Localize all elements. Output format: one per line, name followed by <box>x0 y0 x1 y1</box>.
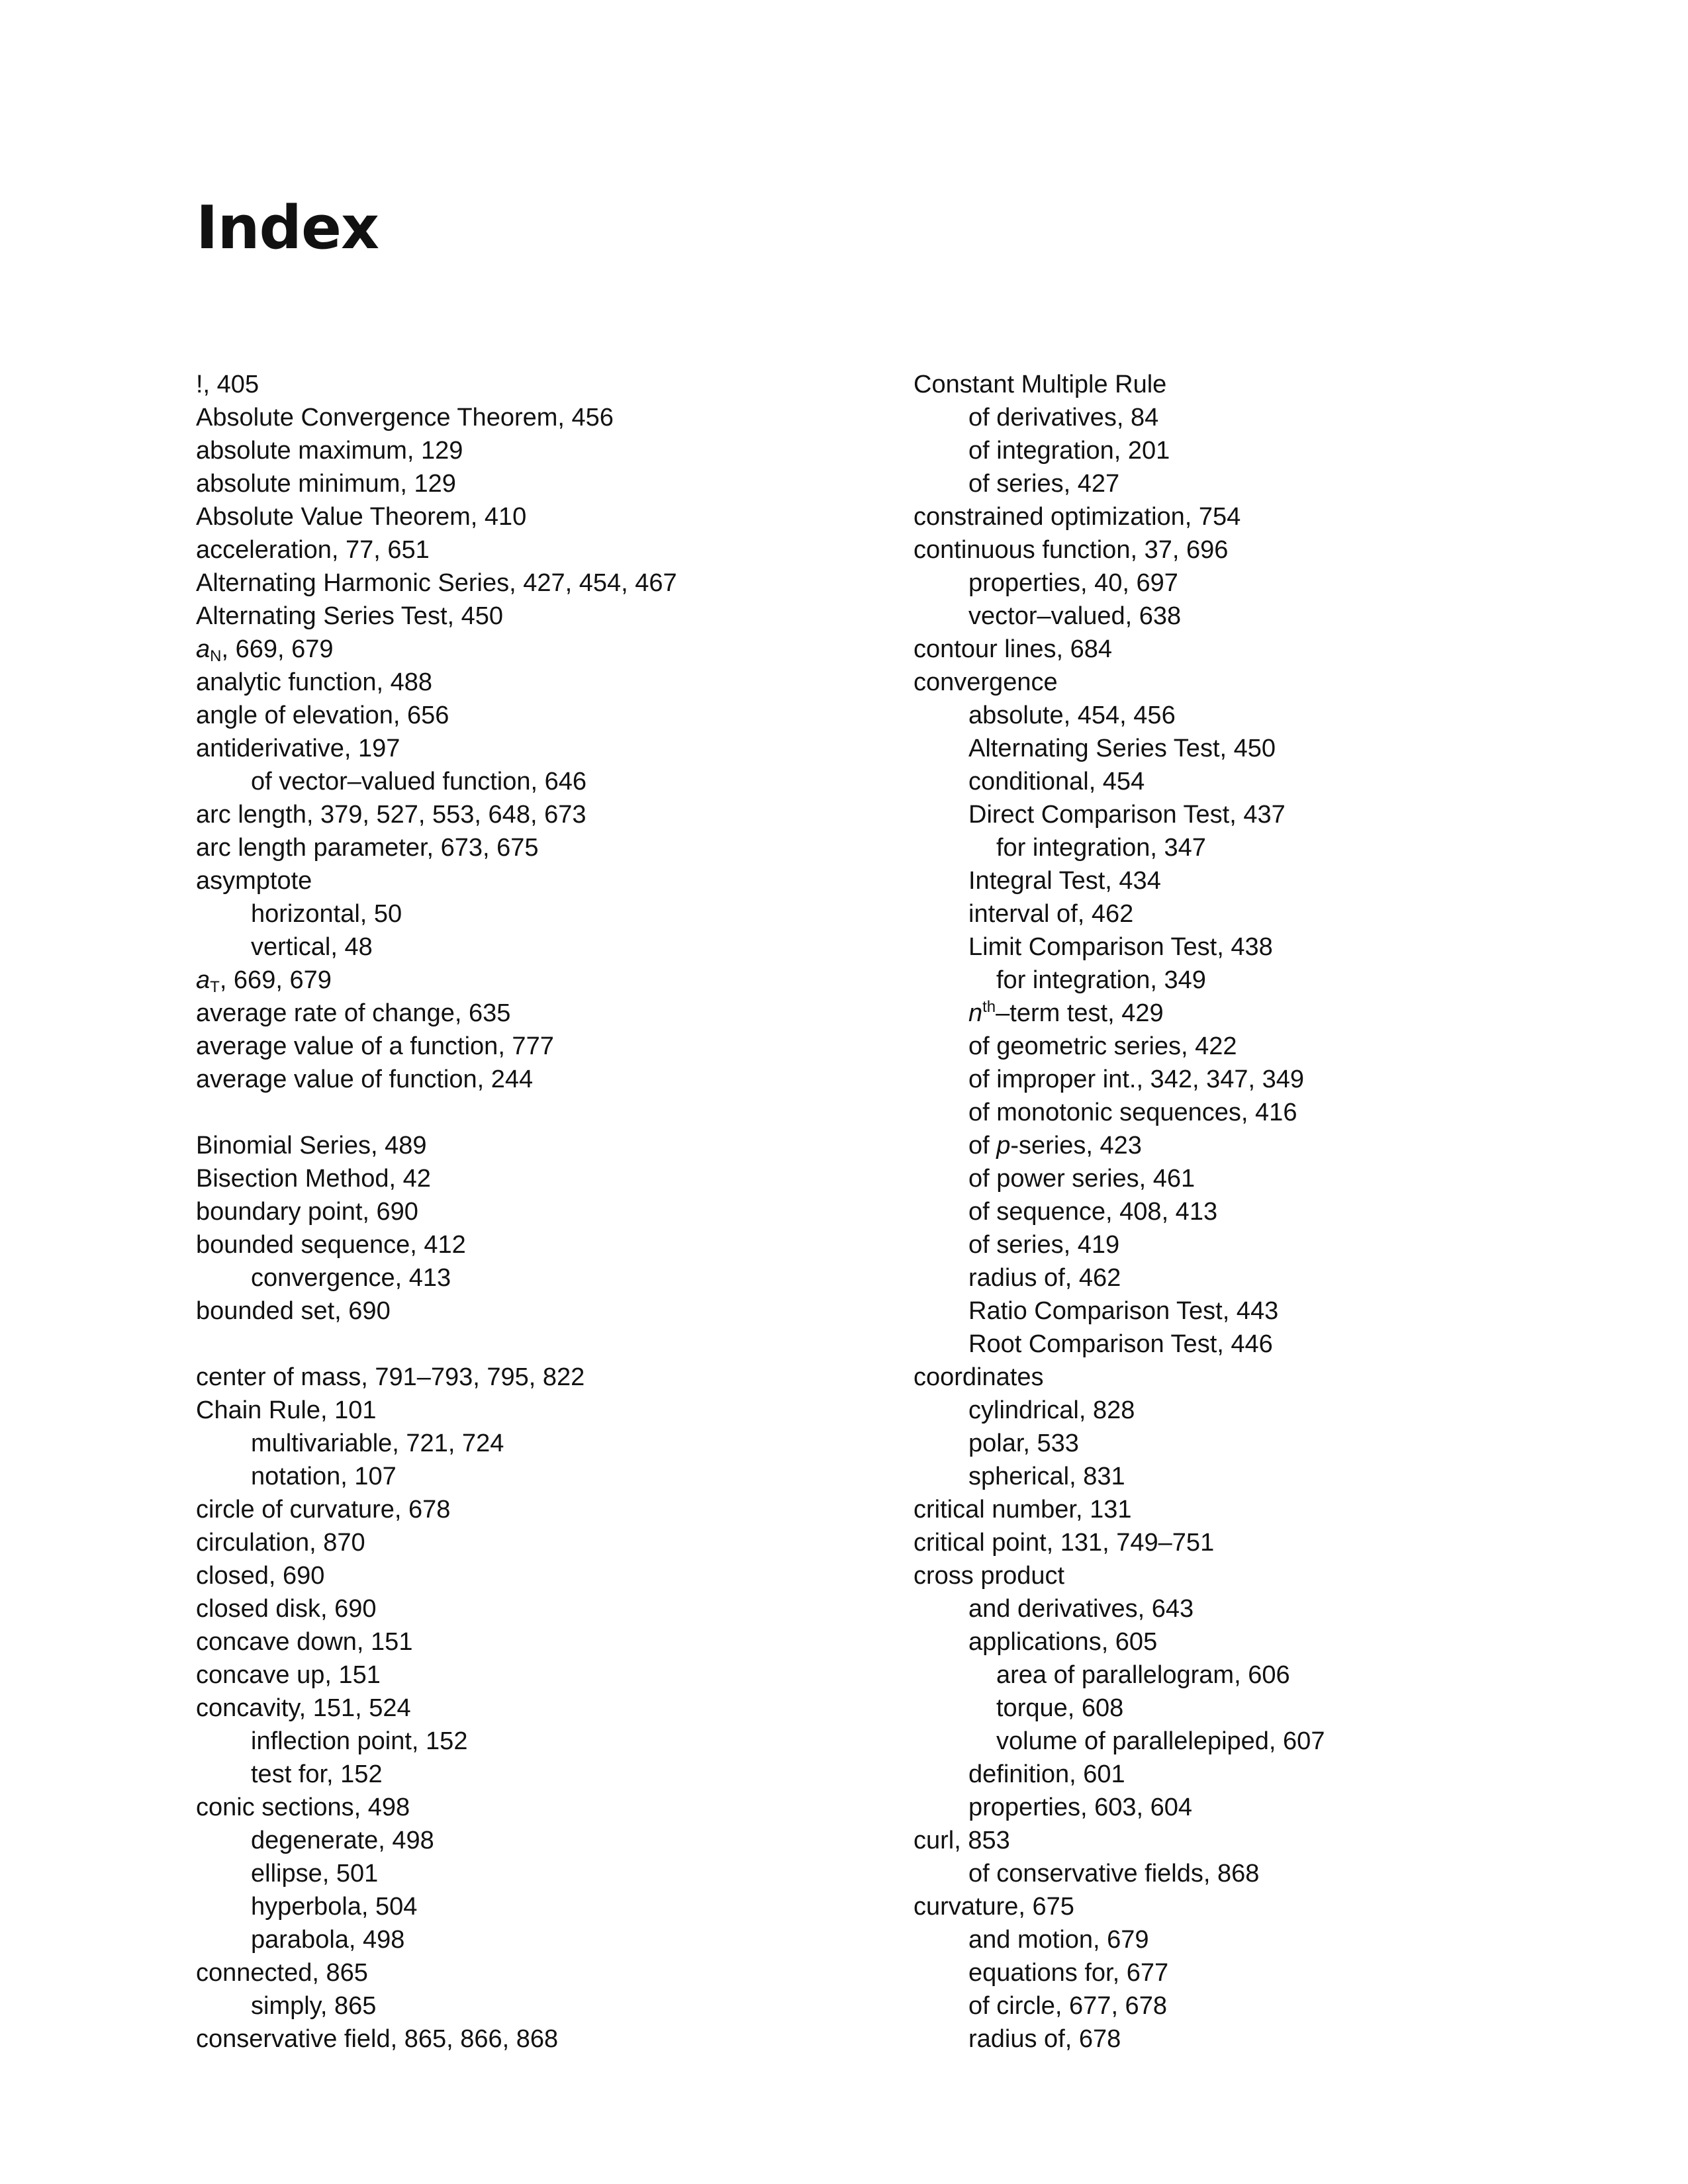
index-subentry: polar, 533 <box>968 1430 1079 1457</box>
index-entry: circulation, 870 <box>196 1529 365 1557</box>
index-entry: acceleration, 77, 651 <box>196 536 430 564</box>
index-subentry: for integration, 347 <box>996 834 1206 862</box>
index-entry: Chain Rule, 101 <box>196 1396 377 1424</box>
index-subentry: Integral Test, 434 <box>968 867 1161 895</box>
index-subentry: of series, 419 <box>968 1231 1120 1259</box>
index-subentry: torque, 608 <box>996 1694 1124 1722</box>
index-entry: antiderivative, 197 <box>196 735 400 762</box>
index-entry: closed disk, 690 <box>196 1595 377 1623</box>
index-entry: concave up, 151 <box>196 1661 381 1689</box>
entry-spacer <box>196 1328 677 1361</box>
index-subentry: of improper int., 342, 347, 349 <box>968 1066 1304 1093</box>
index-entry: average value of a function, 777 <box>196 1032 554 1060</box>
index-entry: Constant Multiple Rule <box>914 371 1167 398</box>
index-entry: arc length, 379, 527, 553, 648, 673 <box>196 801 586 829</box>
index-entry: absolute minimum, 129 <box>196 470 456 498</box>
index-subentry: cylindrical, 828 <box>968 1396 1135 1424</box>
entry-text: -series, 423 <box>1010 1132 1142 1160</box>
index-entry: Alternating Harmonic Series, 427, 454, 467 <box>196 569 677 597</box>
index-entry: Absolute Convergence Theorem, 456 <box>196 404 614 432</box>
index-subentry: of circle, 677, 678 <box>968 1992 1167 2020</box>
index-subentry: parabola, 498 <box>251 1926 405 1954</box>
index-subentry: applications, 605 <box>968 1628 1158 1656</box>
index-entry: convergence <box>914 668 1058 696</box>
index-entry: curl, 853 <box>914 1827 1010 1854</box>
page-title: Index <box>196 193 379 263</box>
index-subentry: Alternating Series Test, 450 <box>968 735 1276 762</box>
index-subentry: simply, 865 <box>251 1992 377 2020</box>
index-entry: concavity, 151, 524 <box>196 1694 411 1722</box>
entry-spacer <box>196 1096 677 1129</box>
index-entry <box>196 633 677 666</box>
index-subentry: of vector–valued function, 646 <box>251 768 587 796</box>
index-subentry: of sequence, 408, 413 <box>968 1198 1218 1226</box>
index-subentry <box>914 997 1325 1030</box>
index-entry: analytic function, 488 <box>196 668 433 696</box>
entry-symbol: a <box>196 966 211 994</box>
index-entry: connected, 865 <box>196 1959 368 1987</box>
entry-symbol: p <box>996 1132 1011 1160</box>
index-entry: arc length parameter, 673, 675 <box>196 834 539 862</box>
entry-text: , 669, 679 <box>221 635 334 663</box>
index-entry: center of mass, 791–793, 795, 822 <box>196 1363 585 1391</box>
index-subentry: radius of, 678 <box>968 2025 1121 2053</box>
index-column-right <box>914 368 1325 2056</box>
index-entry: continuous function, 37, 696 <box>914 536 1229 564</box>
index-entry: concave down, 151 <box>196 1628 413 1656</box>
entry-symbol: n <box>968 999 983 1027</box>
index-subentry: Limit Comparison Test, 438 <box>968 933 1273 961</box>
index-entry: curvature, 675 <box>914 1893 1074 1921</box>
index-entry: !, 405 <box>196 371 259 398</box>
index-subentry: of conservative fields, 868 <box>968 1860 1260 1888</box>
index-subentry: hyperbola, 504 <box>251 1893 418 1921</box>
index-subentry: and derivatives, 643 <box>968 1595 1194 1623</box>
index-subentry: of monotonic sequences, 416 <box>968 1099 1297 1126</box>
index-subentry: of integration, 201 <box>968 437 1170 465</box>
entry-text: –term test, 429 <box>996 999 1164 1027</box>
index-entry: bounded sequence, 412 <box>196 1231 466 1259</box>
index-column-left <box>196 368 677 2056</box>
index-subentry: spherical, 831 <box>968 1463 1125 1490</box>
index-entry: critical number, 131 <box>914 1496 1132 1524</box>
index-subentry: area of parallelogram, 606 <box>996 1661 1290 1689</box>
entry-symbol: a <box>196 635 211 663</box>
index-entry: boundary point, 690 <box>196 1198 418 1226</box>
index-subentry: of series, 427 <box>968 470 1120 498</box>
index-subentry: conditional, 454 <box>968 768 1145 796</box>
index-entry: Alternating Series Test, 450 <box>196 602 504 630</box>
index-entry: circle of curvature, 678 <box>196 1496 451 1524</box>
index-entry: angle of elevation, 656 <box>196 702 449 729</box>
index-subentry: convergence, 413 <box>251 1264 451 1292</box>
index-subentry: volume of parallelepiped, 607 <box>996 1727 1325 1755</box>
index-entry: Bisection Method, 42 <box>196 1165 431 1193</box>
index-subentry: ellipse, 501 <box>251 1860 379 1888</box>
index-entry: coordinates <box>914 1363 1044 1391</box>
index-subentry: of derivatives, 84 <box>968 404 1159 432</box>
index-entry: cross product <box>914 1562 1065 1590</box>
index-entry <box>196 964 677 997</box>
index-entry: conservative field, 865, 866, 868 <box>196 2025 559 2053</box>
index-subentry: notation, 107 <box>251 1463 397 1490</box>
index-entry: conic sections, 498 <box>196 1794 410 1821</box>
entry-subscript: N <box>210 647 222 665</box>
index-subentry <box>914 1129 1325 1162</box>
index-subentry: Ratio Comparison Test, 443 <box>968 1297 1279 1325</box>
index-subentry: absolute, 454, 456 <box>968 702 1176 729</box>
index-entry: Binomial Series, 489 <box>196 1132 427 1160</box>
index-entry: asymptote <box>196 867 312 895</box>
index-subentry: for integration, 349 <box>996 966 1206 994</box>
entry-text: , 669, 679 <box>219 966 332 994</box>
index-entry: bounded set, 690 <box>196 1297 391 1325</box>
index-subentry: and motion, 679 <box>968 1926 1149 1954</box>
index-subentry: radius of, 462 <box>968 1264 1121 1292</box>
index-entry: absolute maximum, 129 <box>196 437 463 465</box>
index-subentry: degenerate, 498 <box>251 1827 434 1854</box>
index-subentry: Root Comparison Test, 446 <box>968 1330 1273 1358</box>
index-subentry: interval of, 462 <box>968 900 1134 928</box>
index-subentry: of geometric series, 422 <box>968 1032 1237 1060</box>
index-subentry: properties, 603, 604 <box>968 1794 1193 1821</box>
index-subentry: vector–valued, 638 <box>968 602 1182 630</box>
index-entry: constrained optimization, 754 <box>914 503 1241 531</box>
index-subentry: Direct Comparison Test, 437 <box>968 801 1286 829</box>
index-subentry: vertical, 48 <box>251 933 373 961</box>
index-subentry: properties, 40, 697 <box>968 569 1178 597</box>
index-entry: average rate of change, 635 <box>196 999 511 1027</box>
index-entry: contour lines, 684 <box>914 635 1112 663</box>
index-subentry: multivariable, 721, 724 <box>251 1430 504 1457</box>
index-subentry: test for, 152 <box>251 1760 383 1788</box>
entry-text: of <box>968 1132 997 1160</box>
entry-superscript: th <box>982 998 996 1016</box>
index-entry: critical point, 131, 749–751 <box>914 1529 1215 1557</box>
index-subentry: horizontal, 50 <box>251 900 402 928</box>
index-subentry: of power series, 461 <box>968 1165 1196 1193</box>
entry-subscript: T <box>210 978 220 996</box>
index-subentry: equations for, 677 <box>968 1959 1169 1987</box>
index-entry: average value of function, 244 <box>196 1066 534 1093</box>
index-entry: Absolute Value Theorem, 410 <box>196 503 527 531</box>
index-subentry: inflection point, 152 <box>251 1727 468 1755</box>
index-subentry: definition, 601 <box>968 1760 1125 1788</box>
index-entry: closed, 690 <box>196 1562 325 1590</box>
